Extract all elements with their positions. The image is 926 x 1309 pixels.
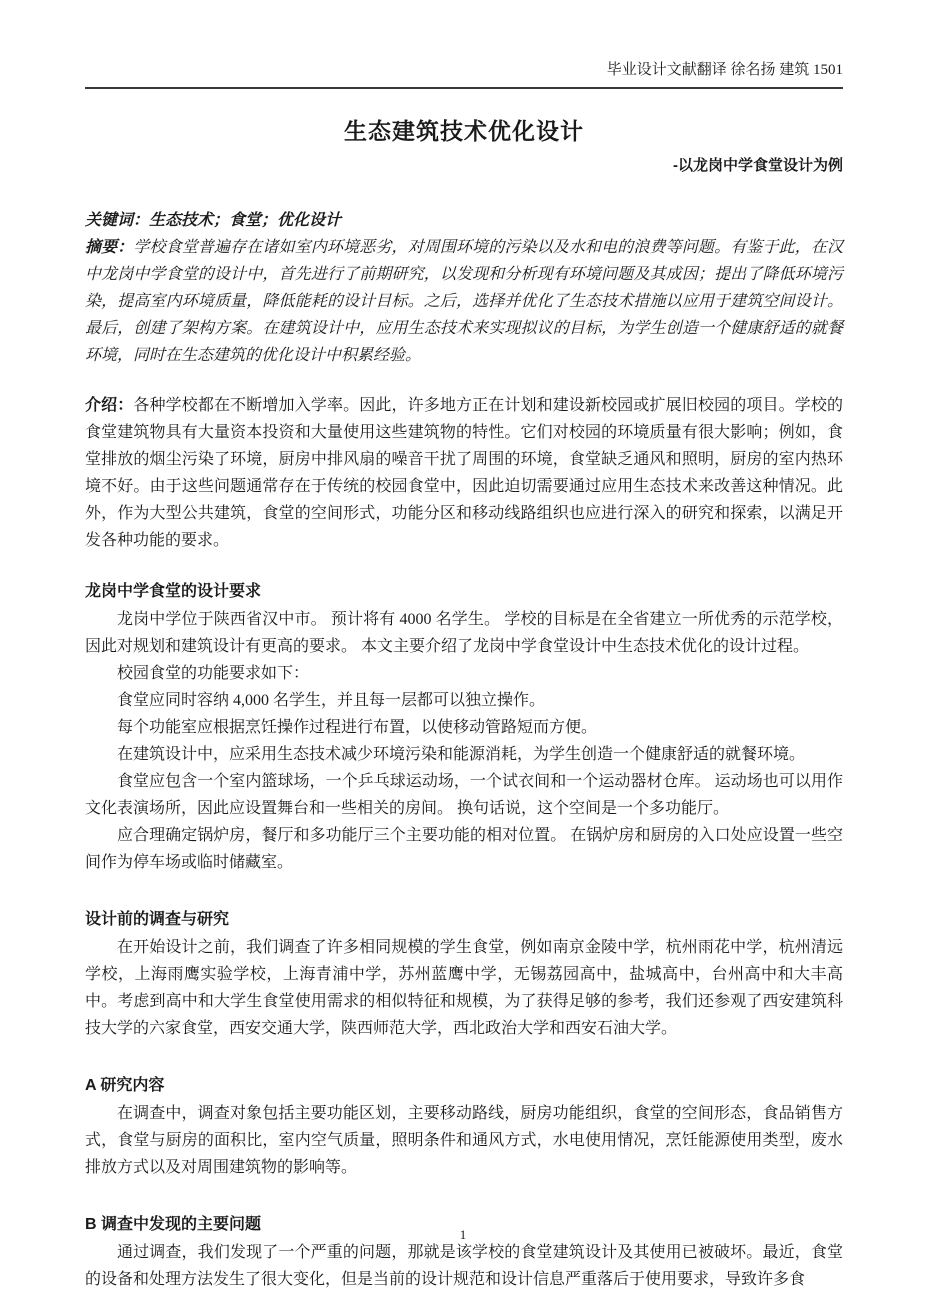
keywords-label: 关键词： xyxy=(85,212,150,229)
keywords-line xyxy=(85,207,843,234)
intro-text: 各种学校都在不断增加入学率。因此，许多地方正在计划和建设新校园或扩展旧校园的项目。学校的食堂建筑物具有大量资本投资和大量使用这些建筑物的特性。它们对校园的环境质量有很大影响；例如，食堂排放的烟尘污染了环境，厨房中排风扇的噪音干扰了周围的环境，食堂缺乏通风和照明，厨房的室内热环境不好。由于这些问题通常存在于传统的校园食堂中，因此迫切需要通过应用生态技术来改善这种情况。此外，作为大型公共建筑，食堂的空间形式，功能分区和移动线路组织也应进行深入的研究和探索，以满足开发各种功能的要求。 xyxy=(85,397,843,549)
section-heading-design-requirements: 龙岗中学食堂的设计要求 xyxy=(85,583,262,600)
intro-label: 介绍： xyxy=(85,397,134,414)
page-number: 1 xyxy=(459,1227,467,1242)
abstract-text: 学校食堂普遍存在诸如室内环境恶劣，对周围环境的污染以及水和电的浪费等问题。有鉴于此，在汉中龙岗中学食堂的设计中，首先进行了前期研究，以发现和分析现有环境问题及其成因；提出了降低环境污染，提高室内环境质量，降低能耗的设计目标。之后，选择并优化了生态技术措施以应用于建筑空间设计。最后，创建了架构方案。在建筑设计中，应用生态技术来实现拟议的目标，为学生创造一个健康舒适的就餐环境，同时在生态建筑的优化设计中积累经验。 xyxy=(85,239,843,364)
intro-paragraph xyxy=(85,392,843,554)
keywords-text: 生态技术；食堂；优化设计 xyxy=(149,212,342,229)
abstract-label: 摘要： xyxy=(85,239,134,256)
section-paragraph: 食堂应同时容纳 4,000 名学生，并且每一层都可以独立操作。 xyxy=(117,692,546,709)
page-header xyxy=(85,60,843,89)
section-paragraph: 应合理确定锅炉房，餐厅和多功能厅三个主要功能的相对位置。 在锅炉房和厨房的入口处应设置一些空间作为停车场或临时储藏室。 xyxy=(85,827,843,871)
page-title: 生态建筑技术优化设计 xyxy=(344,118,584,144)
section-heading-main-problems: B 调查中发现的主要问题 xyxy=(85,1216,262,1233)
section-paragraph: 食堂应包含一个室内篮球场，一个乒乓球运动场，一个试衣间和一个运动器材仓库。 运动场也可以用作文化表演场所，因此应设置舞台和一些相关的房间。 换句话说，这个空间是一个多功能厅。 xyxy=(85,773,843,817)
section-heading-research-content: A 研究内容 xyxy=(85,1077,165,1094)
section-paragraph: 在开始设计之前，我们调查了许多相同规模的学生食堂，例如南京金陵中学，杭州雨花中学，杭州清远学校，上海雨鹰实验学校，上海青浦中学，苏州蓝鹰中学，无锡荔园高中，盐城高中，台州高中和大丰高中。考虑到高中和大学生食堂使用需求的相似特征和规模，为了获得足够的参考，我们还参观了西安建筑科技大学的六家食堂，西安交通大学，陕西师范大学，西北政治大学和西安石油大学。 xyxy=(85,939,843,1037)
section-paragraph: 龙岗中学位于陕西省汉中市。 预计将有 4000 名学生。 学校的目标是在全省建立一所优秀的示范学校，因此对规划和建筑设计有更高的要求。 本文主要介绍了龙岗中学食堂设计中生态技术优化的设计过程。 xyxy=(85,611,843,655)
page-subtitle: -以龙岗中学食堂设计为例 xyxy=(673,157,843,174)
section-paragraph: 在调查中，调查对象包括主要功能区划，主要移动路线，厨房功能组织，食堂的空间形态，食品销售方式，食堂与厨房的面积比，室内空气质量，照明条件和通风方式，水电使用情况，烹饪能源使用类型，废水排放方式以及对周围建筑物的影响等。 xyxy=(85,1105,843,1176)
section-paragraph: 在建筑设计中，应采用生态技术减少环境污染和能源消耗，为学生创造一个健康舒适的就餐环境。 xyxy=(117,746,806,763)
header-text: 毕业设计文献翻译 徐名扬 建筑 1501 xyxy=(606,62,843,78)
section-heading-pre-design-survey: 设计前的调查与研究 xyxy=(85,911,230,928)
section-paragraph: 通过调查，我们发现了一个严重的问题，那就是该学校的食堂建筑设计及其使用已被破坏。最近，食堂的设备和处理方法发生了很大变化，但是当前的设计规范和设计信息严重落后于使用要求，导致许多食 xyxy=(85,1244,843,1288)
section-paragraph: 校园食堂的功能要求如下： xyxy=(117,665,310,682)
section-paragraph: 每个功能室应根据烹饪操作过程进行布置，以使移动管路短而方便。 xyxy=(117,719,598,736)
abstract-paragraph xyxy=(85,234,843,369)
